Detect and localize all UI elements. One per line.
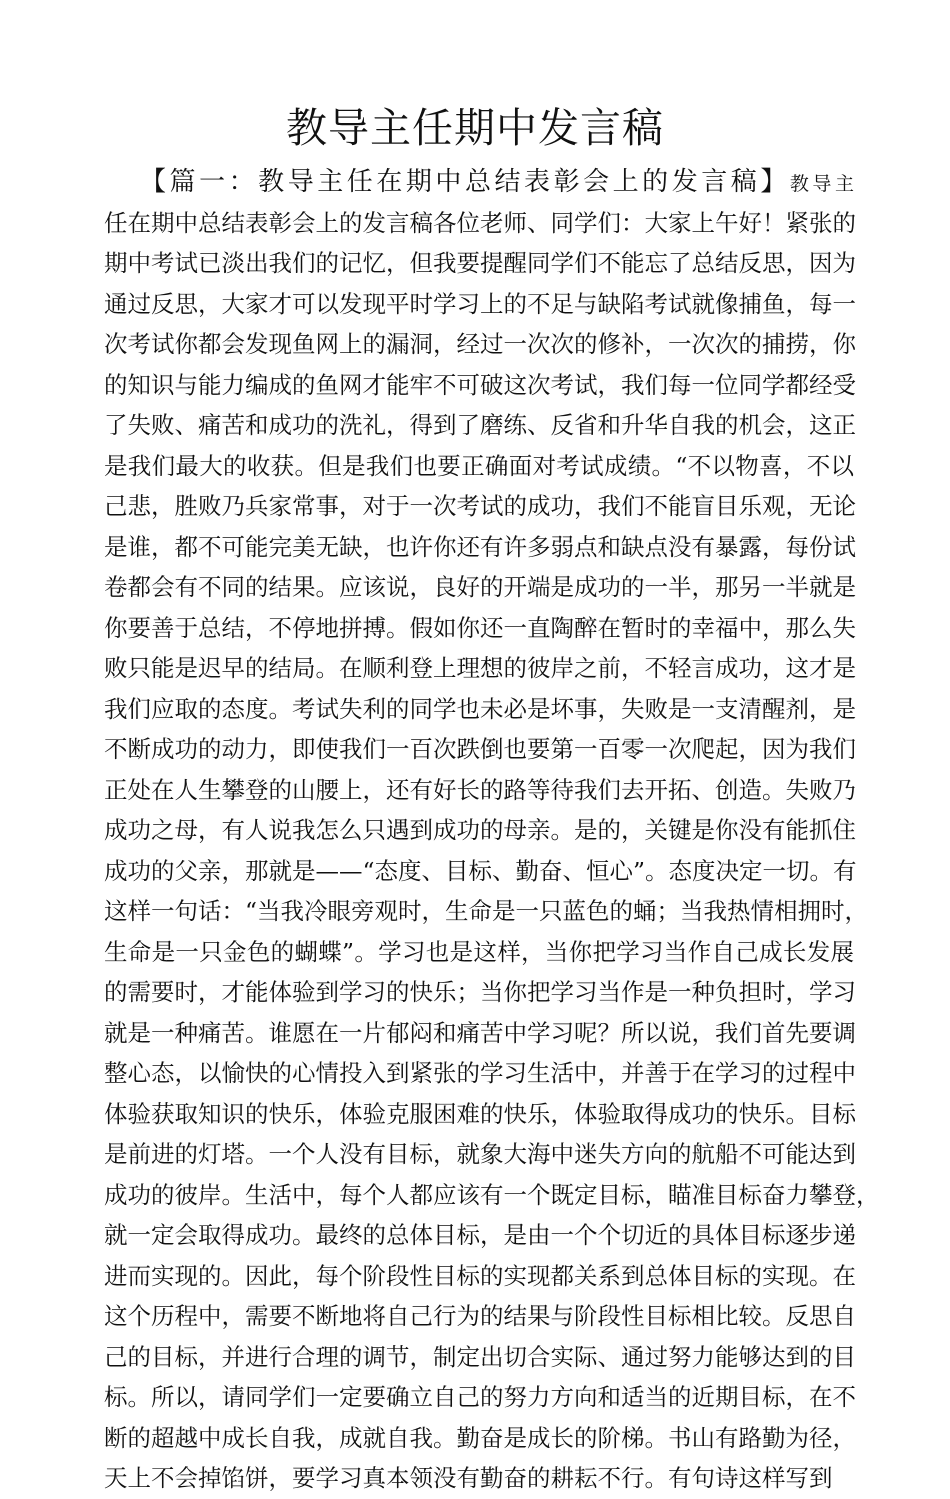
text-line: 是我们最大的收获。但是我们也要正确面对考试成绩。“不以物喜，不以 [104,451,854,480]
text-line: 期中考试已淡出我们的记忆，但我要提醒同学们不能忘了总结反思，因为 [104,249,856,277]
text-line: 整心态，以愉快的心情投入到紧张的学习生活中，并善于在学习的过程中 [104,1059,856,1087]
text-line: 卷都会有不同的结果。应该说，良好的开端是成功的一半，那另一半就是 [104,573,856,601]
text-line: 任在期中总结表彰会上的发言稿各位老师、同学们：大家上午好！紧张的 [104,208,856,237]
text-line: 通过反思，大家才可以发现平时学习上的不足与缺陷考试就像捕鱼，每一 [104,289,856,318]
text-line: 己悲，胜败乃兵家常事，对于一次考试的成功，我们不能盲目乐观，无论 [104,492,856,520]
text-line: 成功之母，有人说我怎么只遇到成功的母亲。是的，关键是你没有能抓住 [104,816,856,844]
text-line: 了失败、痛苦和成功的洗礼，得到了磨练、反省和升华自我的机会，这正 [104,411,856,439]
text-line: 是谁，都不可能完美无缺，也许你还有许多弱点和缺点没有暴露，每份试 [104,532,856,561]
text-line: 断的超越中成长自我，成就自我。勤奋是成长的阶梯。书山有路勤为径， [104,1423,856,1452]
text-line: 生命是一只金色的蝴蝶”。学习也是这样，当你把学习当作自己成长发展 [104,937,854,966]
text-line: 就一定会取得成功。最终的总体目标，是由一个个切近的具体目标逐步递 [104,1221,856,1249]
text-line: 进而实现的。因此，每个阶段性目标的实现都关系到总体目标的实现。在 [104,1261,856,1290]
text-line: 成功的彼岸。生活中，每个人都应该有一个既定目标，瞄准目标奋力攀登， [104,1180,880,1209]
text-line: 不断成功的动力，即使我们一百次跌倒也要第一百零一次爬起，因为我们 [104,735,856,763]
text-line: 标。所以，请同学们一定要确立自己的努力方向和适当的近期目标，在不 [104,1383,856,1411]
text-line: 次考试你都会发现鱼网上的漏洞，经过一次次的修补，一次次的捕捞，你 [104,330,856,358]
text-line: 这个历程中，需要不断地将自己行为的结果与阶段性目标相比较。反思自 [104,1302,856,1330]
text-line: 天上不会掉馅饼，要学习真本领没有勤奋的耕耘不行。有句诗这样写到 [104,1464,833,1492]
heading-tail-text: 教导主 [789,173,854,195]
text-line: 败只能是迟早的结局。在顺利登上理想的彼岸之前，不轻言成功，这才是 [104,654,856,682]
text-line: 是前进的灯塔。一个人没有目标，就象大海中迷失方向的航船不可能达到 [104,1140,856,1168]
document-body [104,162,880,1499]
text-line: 就是一种痛苦。谁愿在一片郁闷和痛苦中学习呢？所以说，我们首先要调 [104,1018,856,1047]
text-line: 的知识与能力编成的鱼网才能牢不可破这次考试，我们每一位同学都经受 [104,370,856,399]
text-line: 正处在人生攀登的山腰上，还有好长的路等待我们去开拓、创造。失败乃 [104,775,856,804]
text-line: 己的目标，并进行合理的调节，制定出切合实际、通过努力能够达到的目 [104,1342,856,1371]
first-line [104,162,854,203]
document-title: 教导主任期中发言稿 [286,104,664,152]
text-line: 这样一句话：“当我冷眼旁观时，生命是一只蓝色的蛹；当我热情相拥时， [104,897,869,925]
text-line: 我们应取的态度。考试失利的同学也未必是坏事，失败是一支清醒剂，是 [104,694,856,723]
section-heading: 【篇一：教导主任在期中总结表彰会上的发言稿】 [140,167,790,197]
text-line: 你要善于总结，不停地拼搏。假如你还一直陶醉在暂时的幸福中，那么失 [104,613,856,642]
text-line: 的需要时，才能体验到学习的快乐；当你把学习当作是一种负担时，学习 [104,978,856,1006]
text-line: 成功的父亲，那就是——“态度、目标、勤奋、恒心”。态度决定一切。有 [104,856,857,885]
text-line: 体验获取知识的快乐，体验克服困难的快乐，体验取得成功的快乐。目标 [104,1099,856,1128]
